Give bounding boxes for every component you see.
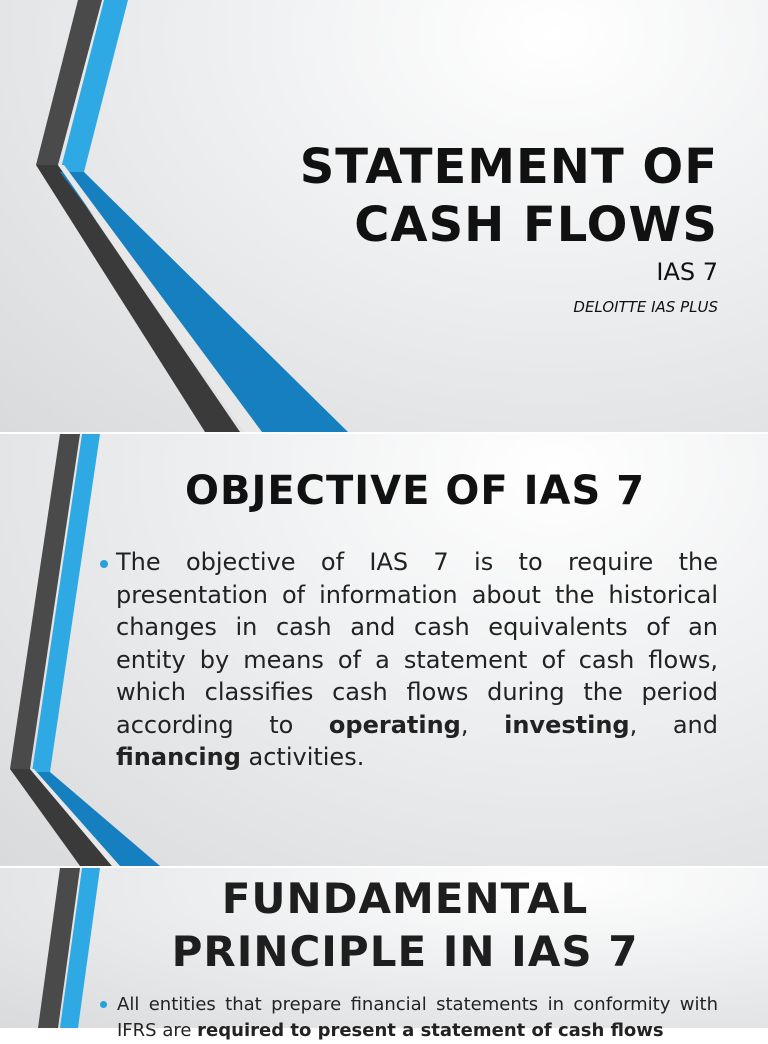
slide-title-heading: [198, 138, 718, 254]
title-line-2: CASH FLOWS: [354, 197, 718, 253]
separator: ,: [460, 710, 505, 739]
title-line-1: STATEMENT OF: [299, 139, 718, 195]
bold-term-investing: investing: [504, 710, 630, 739]
separator: , and: [629, 710, 718, 739]
slide-objective: [0, 434, 768, 866]
bullet-icon: [100, 560, 108, 568]
slide-heading: [80, 872, 730, 978]
bold-term-financing: financing: [116, 743, 241, 771]
title-line-2: PRINCIPLE IN IAS 7: [171, 927, 639, 976]
principle-paragraph: [117, 992, 718, 1044]
slide-heading: OBJECTIVE OF IAS 7: [184, 468, 646, 514]
bold-term-operating: operating: [328, 710, 461, 739]
body-text: All entities that prepare financial statements in conformity with IFRS are: [117, 994, 718, 1041]
slide-title: [0, 0, 768, 432]
objective-paragraph: [116, 546, 718, 774]
subtitle: IAS 7: [656, 258, 718, 286]
bold-requirement: required to present a statement of cash flows: [197, 1020, 664, 1041]
slide-fundamental-principle: [0, 868, 768, 1041]
body-text-tail: activities.: [240, 743, 365, 771]
bullet-icon: [100, 1001, 107, 1008]
source-label: DELOITTE IAS PLUS: [573, 298, 718, 316]
title-line-1: FUNDAMENTAL: [221, 874, 589, 923]
body-text: The objective of IAS 7 is to require the presentation of information about the historical changes in cash and cash equivalents of an entity by means of a statement of cash flows, which classifies cash flows during the period according to: [116, 548, 718, 739]
